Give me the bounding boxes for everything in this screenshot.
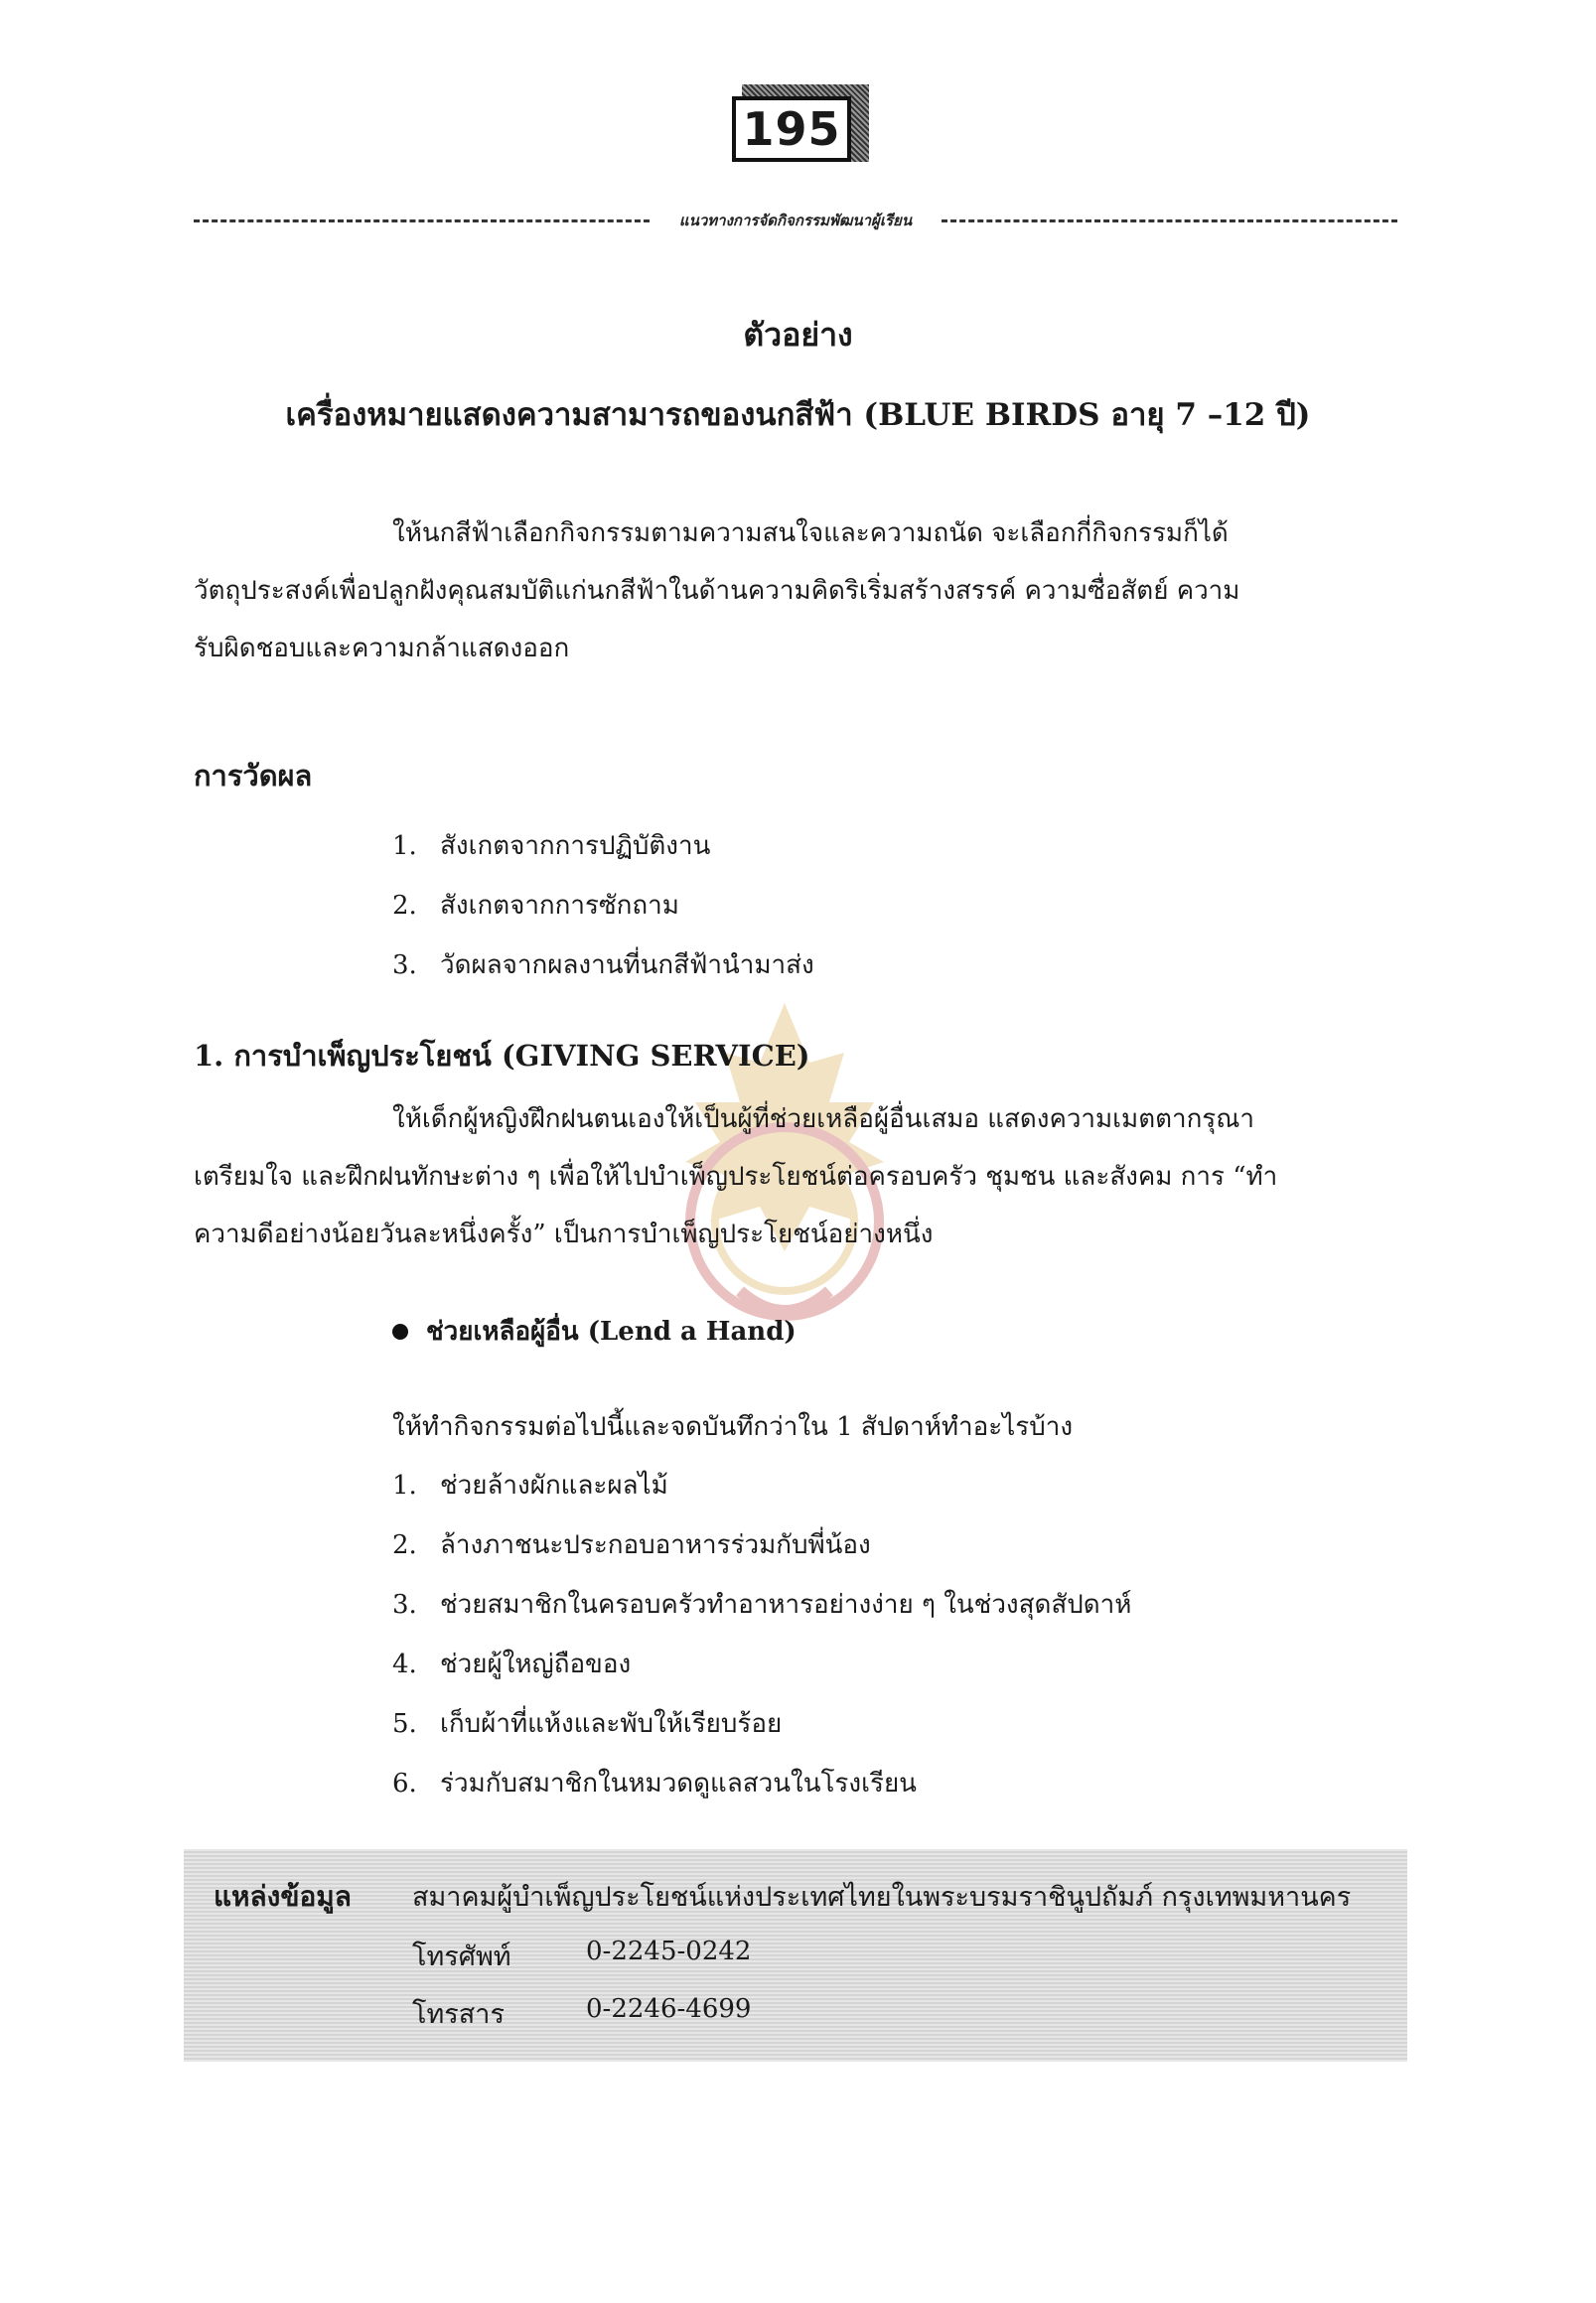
item-number: 1. [392, 1471, 417, 1501]
bullet-item [392, 1311, 797, 1352]
item-number: 4. [392, 1650, 417, 1679]
section-line: ความดีอย่างน้อยวันละหนึ่งครั้ง” เป็นการบำเพ็ญประโยชน์อย่างหนึ่ง [194, 1220, 934, 1249]
list-item [392, 816, 1385, 876]
evaluation-heading: การวัดผล [194, 759, 313, 792]
page-title: ตัวอย่าง [743, 316, 853, 354]
item-number: 2. [392, 1530, 417, 1560]
item-text: ช่วยสมาชิกในครอบครัวทำอาหารอย่างง่าย ๆ ในช่วงสุดสัปดาห์ [440, 1590, 1132, 1620]
page-subtitle: เครื่องหมายแสดงความสามารถของนกสีฟ้า (BLUE BIRDS อายุ 7 –12 ปี) [285, 397, 1311, 433]
header-text: แนวทางการจัดกิจกรรมพัฒนาผู้เรียน [678, 212, 913, 229]
section-line: ให้เด็กผู้หญิงฝึกฝนตนเองให้เป็นผู้ที่ช่วยเหลือผู้อื่นเสมอ แสดงความเมตตากรุณา [392, 1104, 1254, 1134]
evaluation-list [392, 816, 1385, 995]
item-text: ช่วยผู้ใหญ่ถือของ [440, 1650, 632, 1679]
item-number: 2. [392, 891, 417, 921]
bullet-text: ช่วยเหลือผู้อื่น (Lend a Hand) [426, 1317, 797, 1347]
list-item [392, 1694, 1385, 1754]
activity-list [392, 1456, 1385, 1813]
header-dash-right [942, 219, 1397, 222]
header-dash-left [194, 219, 650, 222]
list-item [392, 876, 1385, 936]
source-label: แหล่งข้อมูล [214, 1880, 352, 1913]
running-header [194, 206, 1397, 235]
fax-value: 0-2246-4699 [586, 1994, 752, 2024]
list-item [392, 1456, 1385, 1515]
phone-label: โทรศัพท์ [412, 1942, 511, 1972]
instruction-text: ให้ทำกิจกรรมต่อไปนี้และจดบันทึกว่าใน 1 สัปดาห์ทำอะไรบ้าง [392, 1412, 1074, 1442]
item-text: สังเกตจากการซักถาม [440, 891, 679, 921]
item-text: ร่วมกับสมาชิกในหมวดดูแลสวนในโรงเรียน [440, 1769, 917, 1799]
item-number: 3. [392, 1590, 417, 1620]
list-item [392, 1515, 1385, 1575]
item-text: วัดผลจากผลงานที่นกสีฟ้านำมาส่ง [440, 950, 814, 980]
list-item [392, 936, 1385, 995]
item-text: ช่วยล้างผักและผลไม้ [440, 1471, 668, 1501]
item-number: 1. [392, 831, 417, 861]
page-number-box [732, 84, 871, 172]
item-text: ล้างภาชนะประกอบอาหารร่วมกับพี่น้อง [440, 1530, 871, 1560]
intro-line: ให้นกสีฟ้าเลือกกิจกรรมตามความสนใจและความถนัด จะเลือกกี่กิจกรรมก็ได้ [392, 518, 1229, 548]
section-line: เตรียมใจ และฝึกฝนทักษะต่าง ๆ เพื่อให้ไปบำเพ็ญประโยชน์ต่อครอบครัว ชุมชน และสังคม การ “ทำ [194, 1162, 1278, 1192]
intro-line: วัตถุประสงค์เพื่อปลูกฝังคุณสมบัติแก่นกสีฟ้าในด้านความคิดริเริ่มสร้างสรรค์ ความซื่อสัตย์ ความ [194, 576, 1240, 606]
section-paragraph [194, 1090, 1397, 1263]
source-name: สมาคมผู้บำเพ็ญประโยชน์แห่งประเทศไทยในพระบรมราชินูปถัมภ์ กรุงเทพมหานคร [412, 1882, 1352, 1913]
list-item [392, 1754, 1385, 1813]
fax-label: โทรสาร [412, 1999, 505, 2030]
page-number: 195 [732, 96, 851, 162]
intro-paragraph [194, 504, 1397, 677]
item-number: 3. [392, 950, 417, 980]
item-number: 6. [392, 1769, 417, 1799]
list-item [392, 1635, 1385, 1694]
item-text: เก็บผ้าที่แห้งและพับให้เรียบร้อย [440, 1709, 783, 1739]
item-text: สังเกตจากการปฏิบัติงาน [440, 831, 711, 861]
bullet-icon [392, 1324, 408, 1340]
item-number: 5. [392, 1709, 417, 1739]
section-heading: 1. การบำเพ็ญประโยชน์ (GIVING SERVICE) [194, 1039, 810, 1073]
list-item [392, 1575, 1385, 1635]
intro-line: รับผิดชอบและความกล้าแสดงออก [194, 634, 570, 663]
phone-value: 0-2245-0242 [586, 1937, 752, 1966]
